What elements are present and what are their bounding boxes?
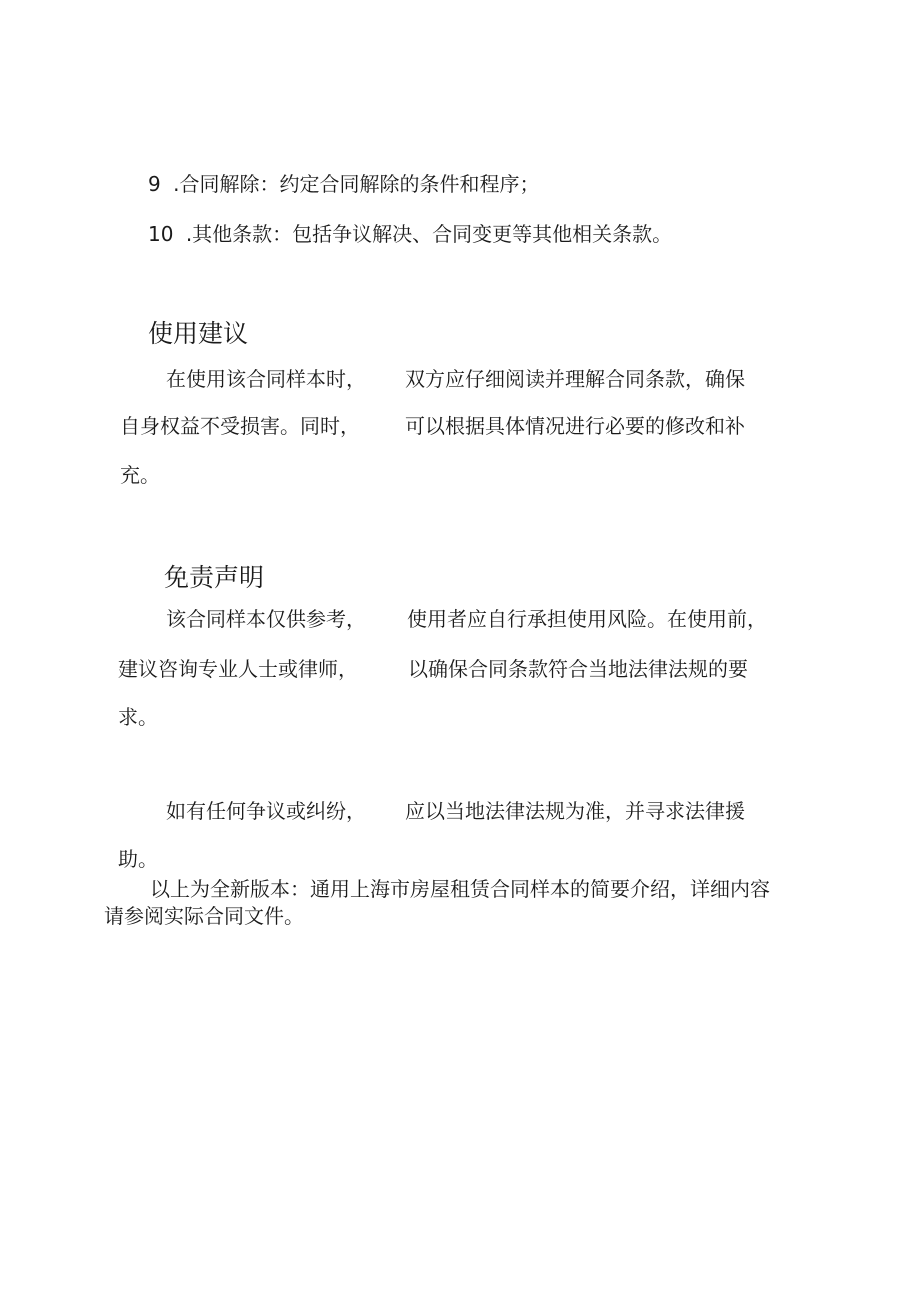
usage-heading: 使用建议 (148, 319, 249, 348)
usage-line-2-left: 自身权益不受损害。同时， (120, 414, 360, 438)
list-item-text: .合同解除：约定合同解除的条件和程序； (173, 172, 540, 196)
list-item-number: 9 (148, 172, 161, 196)
disclaimer-line-1-right: 使用者应自行承担使用风险。在使用前， (407, 607, 767, 631)
disclaimer-line-2-right: 以确保合同条款符合当地法律法规的要 (408, 657, 748, 681)
list-item-9 (148, 172, 539, 196)
disclaimer-line-1-left: 该合同样本仅供参考， (166, 607, 366, 631)
list-item-text: .其他条款：包括争议解决、合同变更等其他相关条款。 (185, 222, 673, 246)
dispute-line-1-left: 如有任何争议或纠纷， (166, 799, 366, 823)
dispute-line-1-right: 应以当地法律法规为准，并寻求法律援 (405, 799, 745, 823)
usage-line-1-right: 双方应仔细阅读并理解合同条款，确保 (405, 367, 745, 391)
dispute-line-2-left: 助。 (118, 847, 158, 871)
list-item-number: 10 (148, 222, 174, 246)
closing-line-2: 请参阅实际合同文件。 (104, 904, 304, 928)
disclaimer-line-2-left: 建议咨询专业人士或律师， (118, 657, 358, 681)
disclaimer-line-3-left: 求。 (118, 705, 158, 729)
usage-line-1-left: 在使用该合同样本时， (166, 367, 366, 391)
disclaimer-heading: 免责声明 (164, 563, 265, 592)
usage-line-2-right: 可以根据具体情况进行必要的修改和补 (405, 414, 745, 438)
usage-line-3-left: 充。 (120, 463, 160, 487)
closing-line-1: 以上为全新版本：通用上海市房屋租赁合同样本的简要介绍，详细内容 (150, 877, 770, 901)
list-item-10 (148, 222, 672, 246)
